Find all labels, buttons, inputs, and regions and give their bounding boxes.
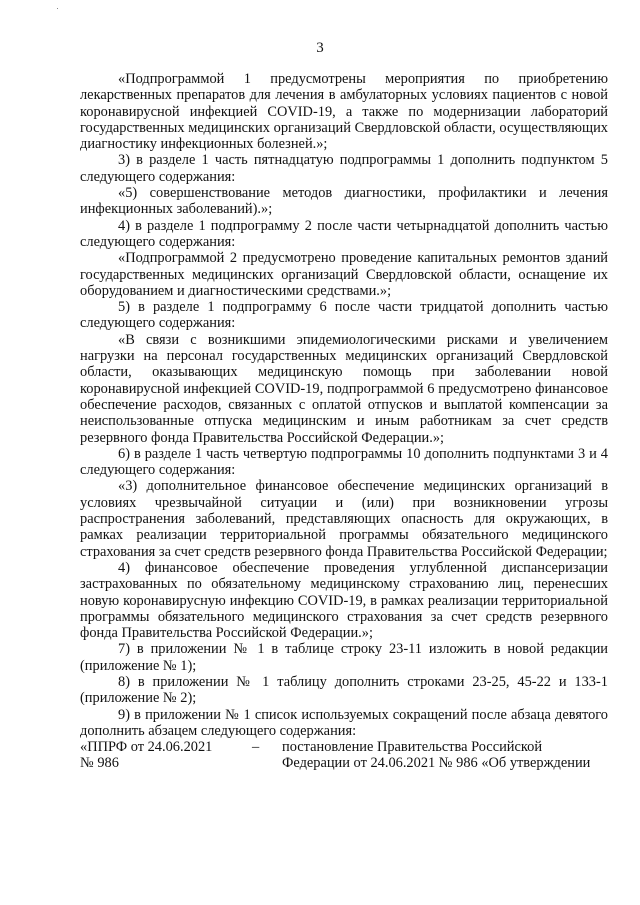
abbreviation-spacer <box>252 755 282 771</box>
paragraph-covid-risks-quote: «В связи с возникшими эпидемиологическими рисками и увеличением нагрузки на персонал государственных медицинских организаций Свердловской области, оказывающих медицинскую помощь при заболевании новой коронавирусной инфекцией COVID-19, подпрограммой 6 предусмотрено финансовое обеспечение расходов, связанных с оплатой отпусков и выплатой компенсации за неиспользованные отпуска медицинским и иным работникам за счет средств резервного фонда Правительства Российской Федерации.»; <box>80 331 608 446</box>
scan-artifact <box>57 8 58 9</box>
abbreviation-definition-line2: Федерации от 24.06.2021 № 986 «Об утверждении <box>282 755 591 772</box>
paragraph-item-6: 6) в разделе 1 часть четвертую подпрограммы 10 дополнить подпунктами 3 и 4 следующего содержания: <box>80 445 608 479</box>
paragraph-item-4: 4) в разделе 1 подпрограмму 2 после части четырнадцатой дополнить частью следующего содержания: <box>80 217 608 250</box>
abbreviation-term-line2: № 986 <box>80 755 119 772</box>
paragraph-item-3: 3) в разделе 1 часть пятнадцатую подпрограммы 1 дополнить подпунктом 5 следующего содержания: <box>80 152 608 185</box>
abbreviation-definition-line1: постановление Правительства Российской <box>282 739 543 756</box>
paragraph-subprogram1-quote: «Подпрограммой 1 предусмотрены мероприятия по приобретению лекарственных препаратов для лечения в амбулаторных условиях пациентов с новой коронавирусной инфекцией COVID-19, а также по модернизации лабораторий государственных медицинских организаций Свердловской области, осуществляющих диагностику инфекционных болезней.»; <box>80 71 608 153</box>
paragraph-item-7: 7) в приложении № 1 в таблице строку 23-11 изложить в новой редакции (приложение № 1); <box>80 641 608 674</box>
document-body <box>80 71 608 772</box>
abbreviation-dash: – <box>252 739 260 756</box>
paragraph-item-8: 8) в приложении № 1 таблицу дополнить строками 23-25, 45-22 и 133-1 (приложение № 2); <box>80 673 608 707</box>
paragraph-subprogram2-quote: «Подпрограммой 2 предусмотрено проведение капитальных ремонтов зданий государственных медицинских организаций Свердловской области, оснащение их оборудованием и диагностическими средствами.»; <box>80 250 608 299</box>
paragraph-subitem-5-quote: «5) совершенствование методов диагностики, профилактики и лечения инфекционных заболеваний).»; <box>80 185 608 218</box>
abbreviation-term-line1: «ППРФ от 24.06.2021 <box>80 739 213 756</box>
paragraph-subitem-3-quote: «3) дополнительное финансовое обеспечение медицинских организаций в условиях чрезвычайной ситуации и (или) при возникновении угрозы распространения заболеваний, представляющих опасность для окружающих, в рамках реализации территориальной программы обязательного медицинского страхования за счет средств резервного фонда Правительства Российской Федерации; <box>80 478 608 560</box>
paragraph-subitem-4-quote: 4) финансовое обеспечение проведения углубленной диспансеризации застрахованных по обязательному медицинскому страхованию лиц, перенесших новую коронавирусную инфекцию COVID-19, в рамках реализации территориальной программы обязательного медицинского страхования за счет средств резервного фонда Правительства Российской Федерации.»; <box>80 559 608 642</box>
paragraph-item-9: 9) в приложении № 1 список используемых сокращений после абзаца девятого дополнить абзацем следующего содержания: <box>80 706 608 739</box>
paragraph-item-5: 5) в разделе 1 подпрограмму 6 после части тридцатой дополнить частью следующего содержания: <box>80 299 608 332</box>
page-number: 3 <box>316 40 324 56</box>
abbreviation-entry <box>80 739 608 772</box>
